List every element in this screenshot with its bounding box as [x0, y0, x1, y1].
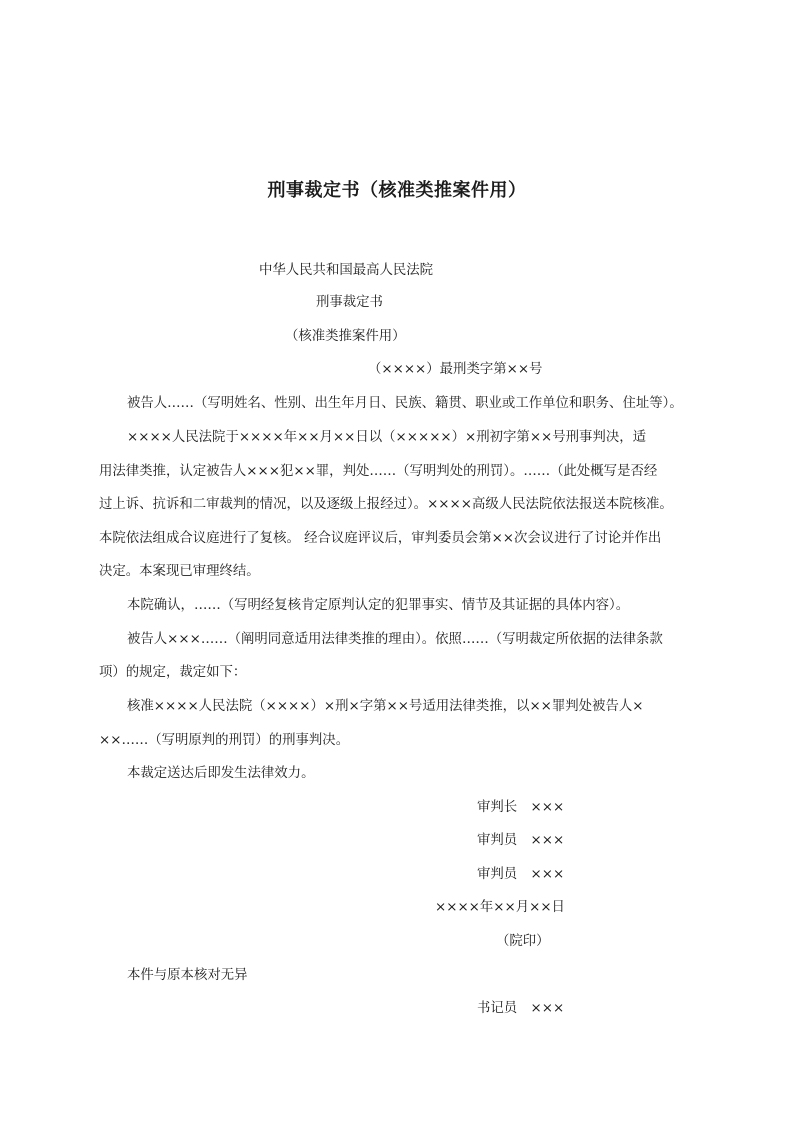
confirmation-paragraph: 本院确认，……（写明经复核肯定原判认定的犯罪事实、情节及其证据的具体内容）。: [127, 598, 630, 613]
document-title: 刑事裁定书（核准类推案件用）: [267, 180, 527, 201]
judge-signature: 审判员 ×××: [477, 867, 565, 882]
effective-statement: 本裁定送达后即发生法律效力。: [127, 766, 315, 781]
ruling-line: 核准××××人民法院（××××）×刑×字第××号适用法律类推，以××罪判处被告人×: [127, 699, 644, 714]
history-line: 用法律类推，认定被告人×××犯××罪，判处……（写明判处的刑罚）。……（此处概写是否经: [99, 464, 658, 479]
reason-line: 被告人×××……（阐明同意适用法律类推的理由）。依照……（写明裁定所依据的法律条款: [127, 632, 663, 647]
document-type: 刑事裁定书: [316, 295, 383, 310]
history-line: 过上诉、抗诉和二审裁判的情况，以及逐级上报经过）。××××高级人民法院依法报送本院核准。: [99, 497, 673, 512]
history-line: ××××人民法院于××××年××月××日以（×××××）×刑初字第××号刑事判决，适: [127, 430, 646, 445]
judge-signature: 审判员 ×××: [477, 833, 565, 848]
court-seal: （院印）: [496, 934, 550, 949]
history-line: 本院依法组成合议庭进行了复核。 经合议庭评议后，审判委员会第××次会议进行了讨论并作出: [99, 531, 662, 546]
verification-note: 本件与原本核对无异: [127, 968, 248, 983]
chief-judge-signature: 审判长 ×××: [477, 800, 565, 815]
case-number: （××××）最刑类字第××号: [368, 362, 543, 377]
ruling-date: ××××年××月××日: [435, 900, 565, 915]
court-name: 中华人民共和国最高人民法院: [259, 263, 434, 278]
history-line: 决定。本案现已审理终结。: [99, 564, 260, 579]
reason-line: 项）的规定，裁定如下：: [99, 665, 247, 680]
document-subtitle: （核准类推案件用）: [285, 329, 406, 344]
defendant-paragraph: 被告人……（写明姓名、性别、出生年月日、民族、籍贯、职业或工作单位和职务、住址等）。: [127, 396, 683, 411]
clerk-signature: 书记员 ×××: [477, 1001, 565, 1016]
ruling-line: ××……（写明原判的刑罚）的刑事判决。: [99, 733, 350, 748]
